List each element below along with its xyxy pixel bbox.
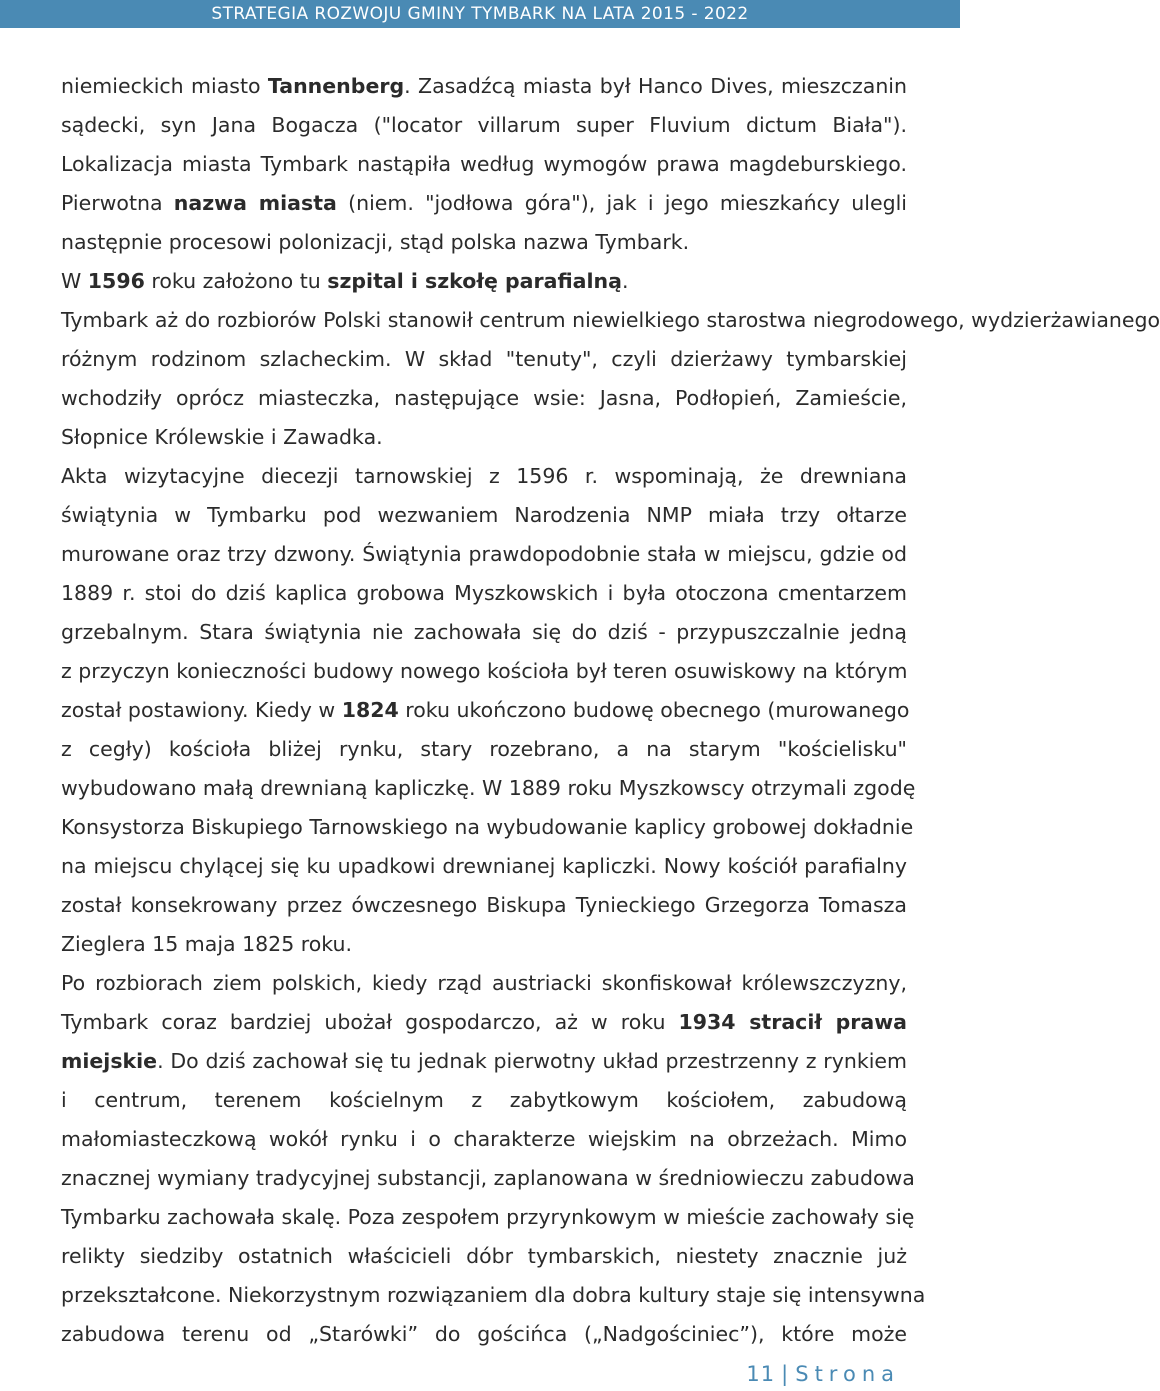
text-segment: (niem. "jodłowa góra"), jak i jego mieszkańcy ulegli (336, 191, 908, 215)
text-line (61, 379, 907, 418)
page-label: Strona (795, 1362, 900, 1386)
text-segment: na miejscu chylącej się ku upadkowi drewnianej kapliczki. Nowy kościół parafialny (61, 854, 907, 878)
text-segment: świątynia w Tymbarku pod wezwaniem Narodzenia NMP miała trzy ołtarze (61, 503, 907, 527)
bold-text: miejskie (61, 1049, 158, 1073)
text-segment: różnym rodzinom szlacheckim. W skład "tenuty", czyli dzierżawy tymbarskiej (61, 347, 907, 371)
text-line (61, 574, 907, 613)
text-line (61, 1042, 907, 1081)
text-segment: z cegły) kościoła bliżej rynku, stary rozebrano, a na starym "kościelisku" (61, 737, 907, 761)
text-line (61, 67, 907, 106)
text-line (61, 145, 907, 184)
text-line (61, 964, 907, 1003)
text-segment: zabudowa terenu od „Starówki” do gościńca („Nadgościniec”), które może (61, 1322, 907, 1346)
text-line (61, 1237, 907, 1276)
bold-text: nazwa miasta (173, 191, 337, 215)
text-line (61, 301, 1160, 340)
text-segment: . (621, 269, 629, 293)
text-line (61, 262, 907, 301)
body-text (61, 67, 1160, 1354)
text-line (61, 1003, 907, 1042)
text-line (61, 106, 907, 145)
page-number: 11 (746, 1362, 776, 1386)
text-line (61, 457, 907, 496)
text-line (61, 652, 907, 691)
text-segment: niemieckich miasto (61, 74, 268, 98)
text-line (61, 691, 910, 730)
page-footer (746, 1362, 900, 1386)
text-line (61, 886, 907, 925)
text-line (61, 535, 907, 574)
bold-text: Tannenberg (267, 74, 405, 98)
bold-text: 1596 (87, 269, 145, 293)
bold-text: szpital i szkołę parafialną (327, 269, 622, 293)
text-segment: Pierwotna (61, 191, 174, 215)
text-line (61, 223, 907, 262)
text-line (61, 769, 916, 808)
text-line (61, 1276, 926, 1315)
text-segment: Konsystorza Biskupiego Tarnowskiego na wybudowanie kaplicy grobowej dokładnie (61, 815, 914, 839)
document-title: STRATEGIA ROZWOJU GMINY TYMBARK NA LATA 2015 - 2022 (211, 4, 749, 24)
text-segment: Akta wizytacyjne diecezji tarnowskiej z 1596 r. wspominają, że drewniana (61, 464, 907, 488)
text-segment: wybudowano małą drewnianą kapliczkę. W 1889 roku Myszkowscy otrzymali zgodę (61, 776, 916, 800)
text-segment: roku założono tu (144, 269, 328, 293)
text-segment: Lokalizacja miasta Tymbark nastąpiła według wymogów prawa magdeburskiego. (61, 152, 907, 176)
text-segment: Zieglera 15 maja 1825 roku. (61, 932, 353, 956)
bold-text: 1824 (341, 698, 399, 722)
text-line (61, 730, 907, 769)
text-line (61, 1120, 907, 1159)
text-segment: następnie procesowi polonizacji, stąd polska nazwa Tymbark. (61, 230, 690, 254)
text-segment: z przyczyn konieczności budowy nowego kościoła był teren osuwiskowy na którym (61, 659, 908, 683)
text-segment: murowane oraz trzy dzwony. Świątynia prawdopodobnie stała w miejscu, gdzie od (61, 542, 907, 566)
text-line (61, 847, 907, 886)
text-segment: W (61, 269, 88, 293)
text-line (61, 613, 907, 652)
text-segment: Słopnice Królewskie i Zawadka. (61, 425, 383, 449)
text-segment: Tymbark aż do rozbiorów Polski stanowił centrum niewielkiego starostwa niegrodowego, wydzierżawianego (61, 308, 1160, 332)
text-line (61, 340, 907, 379)
text-line (61, 1081, 907, 1120)
text-segment: znacznej wymiany tradycyjnej substancji, zaplanowana w średniowieczu zabudowa (61, 1166, 915, 1190)
text-segment: . Zasadźcą miasta był Hanco Dives, mieszczanin (404, 74, 907, 98)
text-line (61, 496, 907, 535)
text-segment: roku ukończono budowę obecnego (murowanego (398, 698, 910, 722)
footer-separator: | (781, 1362, 790, 1386)
header-bar (0, 0, 960, 28)
text-segment: Tymbarku zachowała skalę. Poza zespołem przyrynkowym w mieście zachowały się (61, 1205, 915, 1229)
text-segment: wchodziły oprócz miasteczka, następujące wsie: Jasna, Podłopień, Zamieście, (61, 386, 907, 410)
text-segment: przekształcone. Niekorzystnym rozwiązaniem dla dobra kultury staje się intensywna (61, 1283, 926, 1307)
text-segment: 1889 r. stoi do dziś kaplica grobowa Myszkowskich i była otoczona cmentarzem (61, 581, 907, 605)
text-segment: Tymbark coraz bardziej ubożał gospodarczo, aż w roku (61, 1010, 679, 1034)
text-line (61, 1315, 907, 1354)
text-segment: Po rozbiorach ziem polskich, kiedy rząd austriacki skonfiskował królewszczyzny, (61, 971, 907, 995)
text-segment: małomiasteczkową wokół rynku i o charakterze wiejskim na obrzeżach. Mimo (61, 1127, 907, 1151)
bold-text: 1934 stracił prawa (678, 1010, 907, 1034)
text-segment: . Do dziś zachował się tu jednak pierwotny układ przestrzenny z rynkiem (157, 1049, 907, 1073)
text-segment: został postawiony. Kiedy w (61, 698, 342, 722)
text-segment: sądecki, syn Jana Bogacza ("locator villarum super Fluvium dictum Biała"). (61, 113, 907, 137)
text-segment: został konsekrowany przez ówczesnego Biskupa Tynieckiego Grzegorza Tomasza (61, 893, 907, 917)
text-line (61, 808, 914, 847)
text-line (61, 925, 907, 964)
text-segment: grzebalnym. Stara świątynia nie zachowała się do dziś - przypuszczalnie jedną (61, 620, 907, 644)
text-segment: i centrum, terenem kościelnym z zabytkowym kościołem, zabudową (61, 1088, 907, 1112)
text-line (61, 418, 907, 457)
text-line (61, 184, 907, 223)
text-line (61, 1159, 915, 1198)
text-segment: relikty siedziby ostatnich właścicieli dóbr tymbarskich, niestety znacznie już (61, 1244, 907, 1268)
text-line (61, 1198, 915, 1237)
